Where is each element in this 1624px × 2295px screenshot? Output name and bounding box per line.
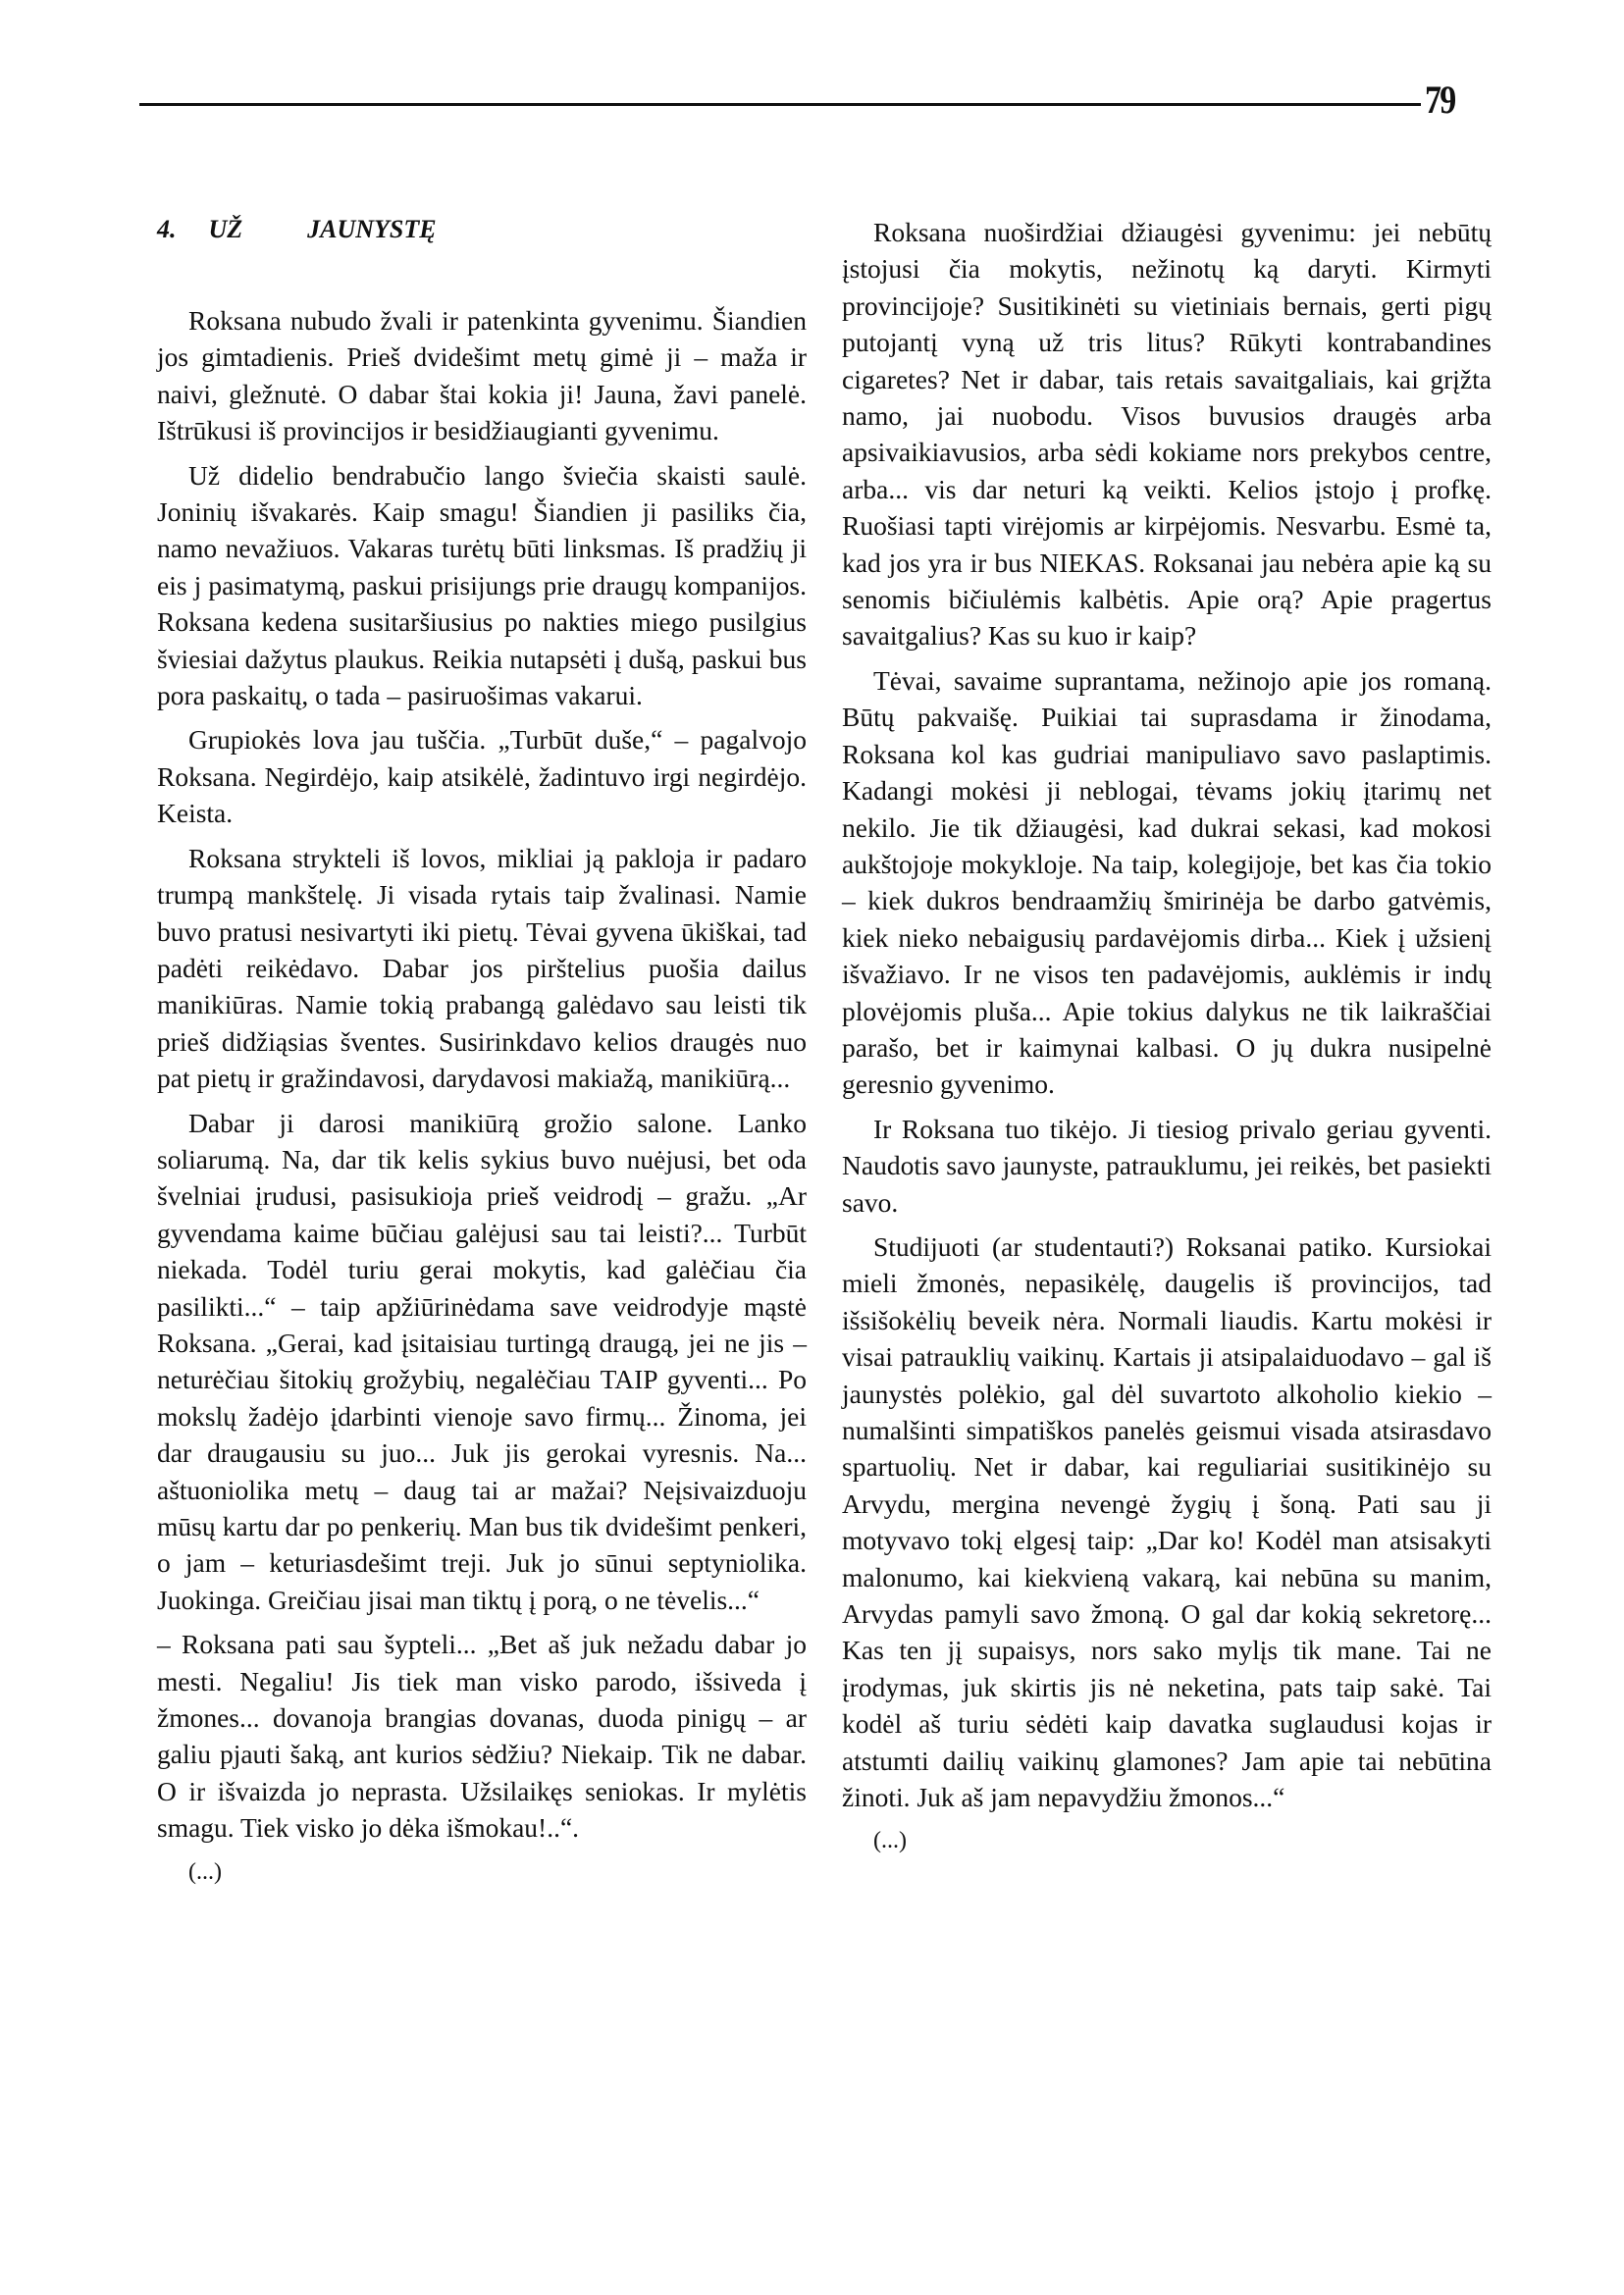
paragraph: – Roksana pati sau šypteli... „Bet aš juk nežadu dabar jo mesti. Negaliu! Jis tiek man visko parodo, išsiveda į žmones... dovanoja brangias dovanas, duoda pinigų – ar galiu pjauti šaką, ant kurios sėdžiu? Niekaip. Tik ne dabar. O ir išvaizda jo neprasta. Užsilaikęs seniokas. Ir mylėtis smagu. Tiek visko jo dėka išmokau!..“. [157, 1629, 807, 1844]
paragraph: Tėvai, savaime suprantama, nežinojo apie jos romaną. Būtų pakvaišę. Puikiai tai suprasdama ir žinodama, Roksana kol kas gudriai manipuliavo savo paslaptimis. Kadangi mokėsi ji neblogai, tėvams jokių įtarimų net nekilo. Jie tik džiaugėsi, kad dukrai sekasi, kad mokosi aukštojoje mokykloje. Na taip, kolegijoje, bet kas čia tokio – kiek dukros bendraamžių šmirinėja be darbo gatvėmis, kiek nieko nebaigusių pardavėjomis dirba... Kiek į užsienį išvažiavo. Ir ne visos ten padavėjomis, auklėmis ir indų plovėjomis pluša... Apie tokius dalykus ne tik laikraščiai parašo, bet ir kaimynai kalbasi. O jų dukra nusipelnė geresnio gyvenimo. [842, 664, 1492, 1100]
paragraph: Dabar ji darosi manikiūrą grožio salone. Lanko soliarumą. Na, dar tik kelis sykius buvo nuėjusi, bet oda švelniai įrudusi, pasisukioja prieš veidrodį – gražu. „Ar gyvendama kaime būčiau galėjusi sau tai leisti?... Turbūt niekada. Todėl turiu gerai mokytis, kad galėčiau čia pasilikti...“ – taip apžiūrinėdama save veidrodyje mąstė Roksana. „Gerai, kad įsitaisiau turtingą draugą, jei ne jis – neturėčiau šitokių grožybių, negalėčiau TAIP gyventi... Po mokslų žadėjo įdarbinti vienoje savo firmų... Žinoma, jei dar draugausiu su juo... Juk jis gerokai vyresnis. Na... aštuoniolika metų – daug tai ar mažai? Neįsivaizduoju mūsų kartu dar po penkerių. Man bus tik dvidešimt penkeri, o jam – keturiasdešimt treji. Juk jo sūnui septyniolika. Juokinga. Greičiau jisai man tiktų į porą, o ne tėvelis...“ [157, 1107, 807, 1615]
right-column [842, 214, 1492, 1858]
paragraph: Roksana nuoširdžiai džiaugėsi gyvenimu: jei nebūtų įstojusi čia mokytis, nežinotų ką daryti. Kirmyti provincijoje? Susitikinėti su vietiniais bernais, gerti pigų putojantį vyną už tris litus? Rūkyti kontrabandines cigaretes? Net ir dabar, tais retais savaitgaliais, kai grįžta namo, jai nuobodu. Visos buvusios draugės arba apsivaikiavusios, arba sėdi kokiame nors prekybos centre, arba... vis dar neturi ką veikti. Kelios įstojo į profkę. Ruošiasi tapti virėjomis ar kirpėjomis. Nesvarbu. Esmė ta, kad jos yra ir bus NIEKAS. Roksanai jau nebėra apie ką su senomis bičiulėmis kalbėtis. Apie orą? Apie pragertus savaitgalius? Kas su kuo ir kaip? [842, 217, 1492, 652]
chapter-title: 4. UŽ JAUNYSTĘ [157, 215, 437, 243]
paragraph: Grupiokės lova jau tuščia. „Turbūt duše,“ – pagalvojo Roksana. Negirdėjo, kaip atsikėlė, žadintuvo irgi negirdėjo. Keista. [157, 724, 807, 829]
omission-marker: (...) [188, 1858, 222, 1885]
paragraph: Ir Roksana tuo tikėjo. Ji tiesiog privalo geriau gyventi. Naudotis savo jaunyste, patrauklumu, jei reikės, bet pasiekti savo. [842, 1113, 1492, 1218]
paragraph: Roksana strykteli iš lovos, mikliai ją pakloja ir padaro trumpą mankštelę. Ji visada rytais taip žvalinasi. Namie buvo pratusi nesivartyti iki pietų. Tėvai gyvena ūkiškai, tad padėti reikėdavo. Dabar jos pirštelius puošia dailus manikiūras. Namie tokią prabangą galėdavo sau leisti tik prieš didžiąsias šventes. Susirinkdavo kelios draugės nuo pat pietų ir gražindavosi, darydavosi makiažą, manikiūrą... [157, 842, 807, 1094]
page-number: 79 [1425, 78, 1455, 122]
header-rule [139, 103, 1421, 106]
paragraph: Už didelio bendrabučio lango šviečia skaisti saulė. Joninių išvakarės. Kaip smagu! Šiandien ji pasiliks čia, namo nevažiuos. Vakaras turėtų būti linksmas. Iš pradžių ji eis j pasimatymą, paskui prisijungs prie draugų kompanijos. Roksana kedena susitaršiusius po nakties miego pusilgius šviesiai dažytus plaukus. Reikia nutapsėti į dušą, paskui bus pora paskaitų, o tada – pasiruošimas vakarui. [157, 459, 807, 711]
left-column [157, 214, 807, 1890]
paragraph: Roksana nubudo žvali ir patenkinta gyvenimu. Šiandien jos gimtadienis. Prieš dvidešimt metų gimė ji – maža ir naivi, gležnutė. O dabar štai kokia ji! Jauna, žavi panelė. Ištrūkusi iš provincijos ir besidžiaugianti gyvenimu. [157, 305, 807, 446]
omission-marker: (...) [873, 1828, 907, 1854]
paragraph: Studijuoti (ar studentauti?) Roksanai patiko. Kursiokai mieli žmonės, nepasikėlę, daugelis iš provincijos, tad išsišokėlių beveik nėra. Normali liaudis. Kartu mokėsi ir visai patrauklių vaikinų. Kartais ji atsipalaiduodavo – gal iš jaunystės polėkio, gal dėl suvartoto alkoholio kiekio – numalšinti simpatiškos panelės geismui visada atsirasdavo spartuolių. Net ir dabar, kai reguliariai susitikinėjo su Arvydu, mergina nevengė žygių į šoną. Pati sau ji motyvavo tokį elgesį taip: „Dar ko! Kodėl man atsisakyti malonumo, kai kiekvieną vakarą, kai nebūna su manim, Arvydas pamyli savo žmoną. O gal dar kokią sekretorę... Kas ten jį supaisys, nors sako mylįs tik mane. Tai ne įrodymas, juk skirtis jis nė neketina, pats taip sakė. Tai kodėl aš turiu sėdėti kaip davatka suglaudusi kojas ir atstumti dailių vaikinų glamones? Jam apie tai nebūtina žinoti. Juk aš jam nepavydžiu žmonos...“ [842, 1230, 1492, 1813]
